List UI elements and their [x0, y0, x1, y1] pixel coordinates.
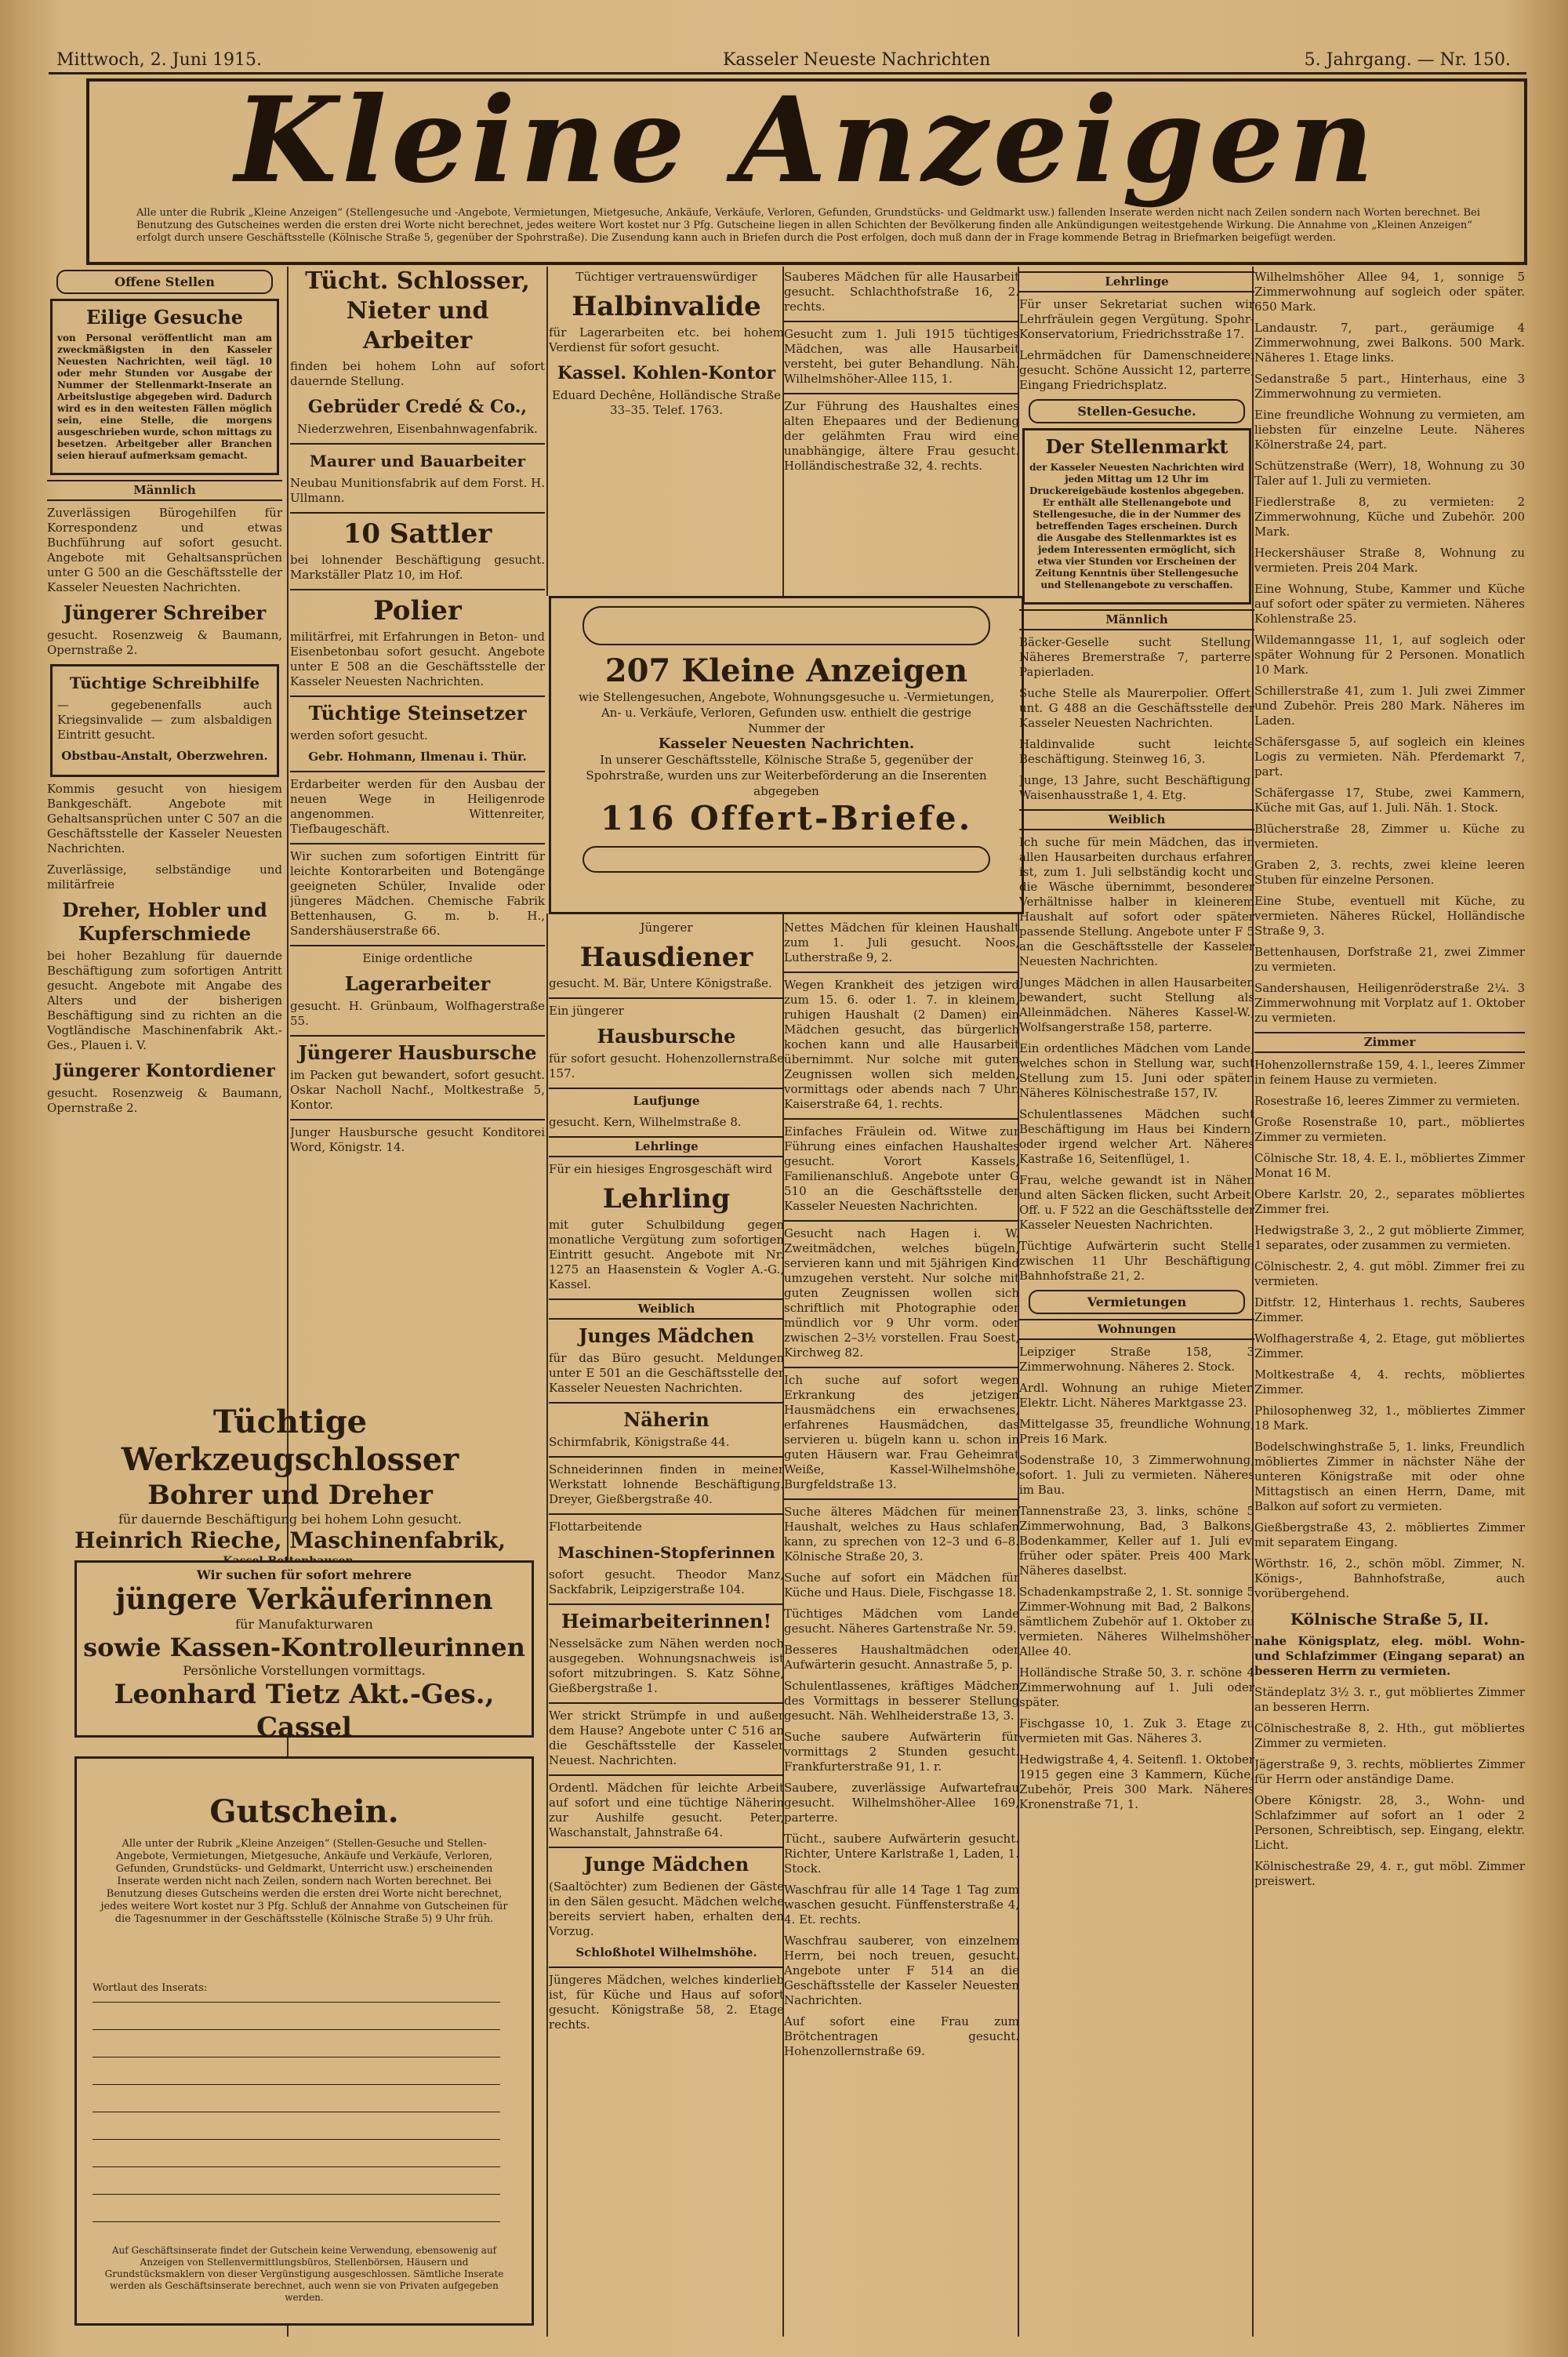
ad: Wildemanngasse 11, 1, auf sogleich oder später Wohnung für 2 Personen. Monatlich 10 Mark.	[1254, 633, 1525, 677]
column-1	[47, 267, 282, 1396]
ad-firm: Obstbau-Anstalt, Oberzwehren.	[61, 749, 268, 763]
ad: Ditfstr. 12, Hinterhaus 1. rechts, Sauberes Zimmer.	[1254, 1295, 1525, 1324]
ad: Schulentlassenes, kräftiges Mädchen des Vormittags in besserer Stellung gesucht. Näh. Wehlheiderstraße 13, 3.	[784, 1679, 1019, 1723]
ad-firm: Heinrich Rieche, Maschinenfabrik,	[74, 1527, 506, 1553]
ad: Junges Mädchen in allen Hausarbeiten bewandert, sucht Stellung als Alleinmädchen. Näheres Kassel-W., Wolfsangerstraße 158, parterre.	[1019, 975, 1254, 1034]
ad-text: Nesselsäcke zum Nähen werden noch ausgegeben. Wohnungsnachweis ist sofort mitzubringen. S. Katz Söhne, Gießbergstraße 1.	[549, 1636, 784, 1695]
ad-kontor: Wir suchen zum sofortigen Eintritt für leichte Kontorarbeiten und Botengänge geeigneten Schüler, Invalide oder jüngeres Mädchen. Chemische Fabrik Bettenhausen, G. m. b. H., Sandershäuserstraße 66.	[290, 849, 545, 938]
ad: Bettenhausen, Dorfstraße 21, zwei Zimmer zu vermieten.	[1254, 945, 1525, 974]
ad-title: Maschinen-Stopferinnen	[557, 1543, 775, 1562]
ad: Heckershäuser Straße 8, Wohnung zu vermieten. Preis 204 Mark.	[1254, 546, 1525, 575]
ad: Blücherstraße 28, Zimmer u. Küche zu vermieten.	[1254, 822, 1525, 851]
divider	[290, 1035, 545, 1037]
ad-text: im Packen gut bewandert, sofort gesucht. Oskar Nacholl Nachf., Moltkestraße 5, Kontor.	[290, 1068, 545, 1112]
ad-title: Tüchtige Steinsetzer	[308, 702, 527, 725]
ad-title: Jüngerer Hausbursche	[298, 1041, 537, 1064]
column-2	[290, 267, 545, 1396]
ad: Schillerstraße 41, zum 1. Juli zwei Zimmer und Zubehör. Preis 280 Mark. Näheres im Laden.	[1254, 684, 1525, 728]
ad-text: militärfrei, mit Erfahrungen in Beton- und Eisenbetonbau sofort gesucht. Angebote unter E 508 an die Geschäftsstelle der Kasseler Neuesten Nachrichten.	[290, 630, 545, 688]
divider	[549, 1603, 784, 1605]
coupon-footnote: Auf Geschäftsinserate findet der Gutschein keine Verwendung, ebensowenig auf Anzeigen von Stellenvermittlungsbüros, Stellenbörsen, Häusern und Grundstücksmaklern von dieser Vergünstigung ausgeschlossen. Sämtliche Inserate werden als Geschäftsinserate berechnet, auch wenn sie von Privaten aufgegeben werden.	[104, 2245, 504, 2303]
ad: Eine Wohnung, Stube, Kammer und Küche auf sofort oder später zu vermieten. Näheres Kohlenstraße 25.	[1254, 582, 1525, 626]
ad-title: Polier	[373, 595, 462, 626]
ad: Ich suche für mein Mädchen, das in allen Hausarbeiten durchaus erfahren ist, zum 1. Juli selbständig kocht und die Wäsche übernimmt, besonderer Verhältnisse halber in kleinerem Haushalt auf sofort oder später passende Stellung. Angebote unter F 5 an die Geschäftsstelle der Kasseler Neuesten Nachrichten.	[1019, 835, 1254, 968]
ad-title: Halbinvalide	[572, 291, 761, 322]
ad-addr: Eduard Dechêne, Holländische Straße 33–35. Telef. 1763.	[551, 388, 782, 417]
ad-title: Näherin	[623, 1408, 710, 1431]
ad-firm: Kassel. Kohlen-Kontor	[557, 363, 776, 383]
ad: Graben 2, 3. rechts, zwei kleine leeren Stuben für einzelne Personen.	[1254, 858, 1525, 887]
ad: Moltkestraße 4, 4. rechts, möbliertes Zimmer.	[1254, 1367, 1525, 1396]
ad: Junge, 13 Jahre, sucht Beschäftigung. Waisenhausstraße 1, 4. Etg.	[1019, 773, 1254, 802]
ad-title: Lehrling	[602, 1183, 731, 1215]
ad: Waschfrau sauberer, von einzelnem Herrn, bei noch treuen, gesucht. Angebote unter F 514 an die Geschäftsstelle der Kasseler Neuesten Nachrichten.	[784, 1934, 1019, 2007]
divider	[290, 771, 545, 772]
ad: Nettes Mädchen für kleinen Haushalt zum 1. Juli gesucht. Noos, Lutherstraße 9, 2.	[784, 921, 1019, 964]
ad: Wegen Krankheit des jetzigen wird zum 15. 6. oder 1. 7. in kleinem, ruhigen Haushalt (2 Damen) ein Mädchen gesucht, das bürgerlich kochen kann und alle Hausarbeit übernimmt. Nur solche mit guten Zeugnissen wollen sich melden, vormittags oder abends nach 7 Uhr. Kaiserstraße 64, 1. rechts.	[784, 978, 1019, 1111]
ad: Gießbergstraße 43, 2. möbliertes Zimmer mit separatem Eingang.	[1254, 1520, 1525, 1549]
ad: Gesucht nach Hagen i. W. Zweitmädchen, welches bügeln, servieren kann und mit 5jährigen Kind umzugehen versteht. Nur solche mit guten Zeugnissen wollen sich schriftlich mit Photographie oder mündlich vor 9 Uhr vorm. oder zwischen 2–3½ vorstellen. Frau Soest, Kirchweg 82.	[784, 1226, 1019, 1360]
ad: Ständeplatz 3½ 3. r., gut möbliertes Zimmer an besseren Herrn.	[1254, 1685, 1525, 1714]
ad: Schützenstraße (Werr), 18, Wohnung zu 30 Taler auf 1. Juli zu vermieten.	[1254, 459, 1525, 488]
ad: Wolfhagerstraße 4, 2. Etage, gut möbliertes Zimmer.	[1254, 1331, 1525, 1360]
column-3-bottom	[549, 917, 784, 2337]
ad-line: Wir suchen für sofort mehrere	[196, 1567, 412, 1582]
header-date: Mittwoch, 2. Juni 1915.	[56, 50, 262, 70]
ad-text: gesucht. M. Bär, Untere Königstraße.	[549, 976, 772, 990]
write-line[interactable]	[93, 2029, 500, 2030]
ad: Sodenstraße 10, 3 Zimmerwohnung, sofort. 1. Juli zu vermieten. Näheres im Bau.	[1019, 1453, 1254, 1497]
ad-stellenmarkt	[1022, 428, 1251, 605]
ad: Zur Führung des Haushaltes eines alten Ehepaares und der Bedienung der gelähmten Frau wird eine unabhängige, ältere Frau gesucht. Holländischestraße 32, 4. rechts.	[784, 399, 1019, 473]
ad-eilige-gesuche	[50, 299, 279, 475]
ad-text: wie Stellengesuchen, Angebote, Wohnungsgesuche u. -Vermietungen, An- u. Verkäufe, Verloren, Gefunden usw. enthielt die gestrige Nummer der	[578, 690, 995, 735]
ad-line: Persönliche Vorstellungen vormittags.	[183, 1663, 426, 1678]
ad-title: Jüngerer Kontordiener	[54, 1061, 275, 1081]
ad: Schneiderinnen finden in meiner Werkstatt lohnende Beschäftigung. Dreyer, Gießbergstraße 40.	[549, 1462, 784, 1506]
ad-text: finden bei hohem Lohn auf sofort dauernde Stellung.	[290, 359, 545, 388]
ad-intro: Flottarbeitende	[549, 1520, 642, 1534]
ad-text: gesucht. Rosenzweig & Baumann, Opernstraße 2.	[47, 628, 282, 657]
divider	[549, 1456, 784, 1458]
ad-firm: Schloßhotel Wilhelmshöhe.	[575, 1945, 757, 1959]
column-rule	[546, 913, 548, 2337]
ad: Eine freundliche Wohnung zu vermieten, am liebsten für einzelne Leute. Näheres Kölnerstraße 24, part.	[1254, 408, 1525, 452]
ad: Hedwigstraße 3, 2., 2 gut möblierte Zimmer, 1 separates, oder zusammen zu vermieten.	[1254, 1223, 1525, 1252]
ad-text: von Personal veröffentlicht man am zweckmäßigsten in den Kasseler Neuesten Nachrichten, weil tägl. 10 oder mehr Stunden vor Ausgabe der Nummer der Stellenmarkt-Inserate an Arbeitslustige abgegeben wird. Dadurch wird es in den weitesten Fällen möglich sein, eine Stelle, die morgens ausgeschrieben wurde, schon mittags zu besetzen. Arbeitgeber aller Branchen seien hierauf aufmerksam gemacht.	[57, 332, 272, 461]
ad-text: der Kasseler Neuesten Nachrichten wird jeden Mittag um 12 Uhr im Druckereigebäude kostenlos abgegeben. Er enthält alle Stellenangebote und Stellengesuche, die in der Nummer des betreffenden Tages erscheinen. Durch die Ausgabe des Stellenmarktes ist es jedem Interessenten ermöglicht, sich etwa vier Stunden vor Erscheinen der Zeitung Kenntnis über Stellengesuche und Stellenangebote zu verschaffen.	[1029, 462, 1244, 590]
ad-text: für dauernde Beschäftigung bei hohem Lohn gesucht.	[118, 1512, 462, 1527]
header-issue: 5. Jahrgang. — Nr. 150.	[1304, 50, 1511, 70]
section-maennlich: Männlich	[47, 480, 282, 501]
coupon-title: Gutschein.	[209, 1793, 399, 1830]
ad-text: Neubau Munitionsfabrik auf dem Forst. H. Ullmann.	[290, 476, 545, 505]
ad: Sauberes Mädchen für alle Hausarbeit gesucht. Schlachthofstraße 16, 2. rechts.	[784, 270, 1019, 314]
ornament	[583, 606, 990, 645]
ad-title: Heimarbeiterinnen!	[561, 1610, 772, 1632]
section-weiblich: Weiblich	[1019, 809, 1254, 830]
ad-text: bei lohnender Beschäftigung gesucht. Markställer Platz 10, im Hof.	[290, 553, 545, 582]
ad-kommis: Kommis gesucht von hiesigem Bankgeschäft. Angebote mit Gehaltsansprüchen unter C 507 an die Geschäftsstelle der Kasseler Neuesten Nachrichten.	[47, 782, 282, 855]
ad-intro: Jüngerer	[640, 921, 693, 935]
ad: Hohenzollernstraße 159, 4. l., leeres Zimmer in feinem Hause zu vermieten.	[1254, 1058, 1525, 1087]
ad: Ordentl. Mädchen für leichte Arbeit auf sofort und eine tüchtige Näherin zur Aushilfe gesucht. Peter, Waschanstalt, Jahnstraße 64.	[549, 1781, 784, 1839]
ad: Haldinvalide sucht leichte Beschäftigung. Steinweg 16, 3.	[1019, 737, 1254, 766]
ad: Jüngeres Mädchen, welches kinderlieb ist, für Küche und Haus auf sofort gesucht. Königstraße 58, 2. Etage rechts.	[549, 1973, 784, 2032]
ad-schreibhilfe	[50, 664, 279, 777]
write-line[interactable]	[93, 2084, 500, 2085]
ad: Frau, welche gewandt ist in Nähen und alten Säcken flicken, sucht Arbeit. Off. u. F 522 an die Geschäftsstelle der Kasseler Neuesten Nachrichten.	[1019, 1173, 1254, 1232]
ad: Wörthstr. 16, 2., schön möbl. Zimmer, N. Königs-, Bahnhofstraße, auch vorübergehend.	[1254, 1556, 1525, 1600]
section-offene-stellen: Offene Stellen	[56, 270, 273, 294]
divider	[784, 1220, 1019, 1222]
ad-text: Schirmfabrik, Königstraße 44.	[549, 1435, 730, 1449]
ad: Obere Königstr. 28, 3., Wohn- und Schlafzimmer auf sofort an 1 oder 2 Personen, Schreibtisch, sep. Eingang, elektr. Licht.	[1254, 1793, 1525, 1852]
divider	[784, 1118, 1019, 1120]
column-4-top	[784, 267, 1019, 592]
divider	[549, 1967, 784, 1968]
ad-title: Dreher, Hobler und Kupferschmiede	[62, 899, 267, 945]
ad-firm: Gebr. Hohmann, Ilmenau i. Thür.	[308, 750, 527, 764]
ad-text: bei hoher Bezahlung für dauernde Beschäftigung zum sofortigen Antritt gesucht. Angebote mit Angabe des Alters und der bisherigen Beschäftigung sind zu richten an die Vogtländische Maschinenfabrik Akt.-Ges., Plauen i. V.	[47, 949, 282, 1052]
banner	[86, 71, 1527, 265]
ad-firm: Leonhard Tietz Akt.-Ges., Cassel	[114, 1679, 495, 1743]
divider	[549, 1513, 784, 1515]
ad: Mittelgasse 35, freundliche Wohnung, Preis 16 Mark.	[1019, 1417, 1254, 1446]
ad: Auf sofort eine Frau zum Brötchentragen gesucht. Hohenzollernstraße 69.	[784, 2014, 1019, 2058]
ad-text: für Lagerarbeiten etc. bei hohem Verdienst für sofort gesucht.	[549, 325, 784, 354]
ad: Leipziger Straße 158, 3 Zimmerwohnung. Näheres 2. Stock.	[1019, 1345, 1254, 1374]
ad: Lehrmädchen für Damenschneiderei gesucht. Schöne Aussicht 12, parterre, Eingang Friedrichsplatz.	[1019, 348, 1254, 392]
coupon-gutschein[interactable]	[74, 1756, 534, 2326]
ad: Obere Karlstr. 20, 2., separates möbliertes Zimmer frei.	[1254, 1187, 1525, 1216]
ad: Philosophenweg 32, 1., möbliertes Zimmer 18 Mark.	[1254, 1404, 1525, 1433]
ad: Bodelschwinghstraße 5, 1. links, Freundlich möbliertes Zimmer in nächster Nähe der unteren Königstraße mit oder ohne Mittagstisch an einen Herrn, Dame, mit Balkon auf sofort zu vermieten.	[1254, 1440, 1525, 1513]
coupon-field-label: Wortlaut des Inserats:	[93, 1982, 208, 1994]
section-lehrlinge: Lehrlinge	[549, 1136, 784, 1157]
ad: Wilhelmshöher Allee 94, 1, sonnige 5 Zimmerwohnung auf sogleich oder später. 650 Mark.	[1254, 270, 1525, 314]
ad-207-kleine-anzeigen	[549, 596, 1024, 914]
section-vermietungen: Vermietungen	[1029, 1290, 1245, 1314]
divider	[784, 971, 1019, 973]
divider	[290, 695, 545, 697]
ad-intro: Für ein hiesiges Engrosgeschäft wird	[549, 1162, 772, 1176]
ad-text: sofort gesucht. Theodor Manz, Sackfabrik, Leipzigerstraße 104.	[549, 1567, 784, 1596]
divider	[549, 997, 784, 999]
divider	[549, 1402, 784, 1404]
banner-title: Kleine Anzeigen	[234, 71, 1379, 209]
ad: Tüchtige Aufwärterin sucht Stelle zwischen 11 Uhr Beschäftigung. Bahnhofstraße 21, 2.	[1019, 1239, 1254, 1283]
ad-line: für Manufakturwaren	[235, 1617, 373, 1632]
divider	[290, 1119, 545, 1120]
ad: Ich suche auf sofort wegen Erkrankung des jetzigen Hausmädchens ein erwachsenes, erfahrenes Hausmädchen, das servieren u. bügeln kann u. schon in guten Häusern war. Frau Geheimrat Weiße, Kassel-Wilhelmshöhe, Burgfeldstraße 13.	[784, 1373, 1019, 1491]
ad: Schäfersgasse 5, auf sogleich ein kleines Logis zu vermieten. Näh. Pferdemarkt 7, part.	[1254, 735, 1525, 779]
ad: Cölnischestraße 8, 2. Hth., gut möbliertes Zimmer zu vermieten.	[1254, 1721, 1525, 1750]
ad: Fiedlerstraße 8, zu vermieten: 2 Zimmerwohnung, Küche und Zubehör. 200 Mark.	[1254, 495, 1525, 539]
ad-paper: Kasseler Neuesten Nachrichten.	[658, 735, 915, 752]
ad: Waschfrau für alle 14 Tage 1 Tag zum waschen gesucht. Fünffensterstraße 4, 4. Et. rechts.	[784, 1883, 1019, 1927]
ad: Sandershausen, Heiligenröderstraße 2¼. 3 Zimmerwohnung mit Vorplatz auf 1. Oktober zu vermieten.	[1254, 981, 1525, 1025]
coupon-body: Alle unter der Rubrik „Kleine Anzeigen“ (Stellen-Gesuche und Stellen-Angebote, Vermietungen, Mietgesuche, Ankäufe und Verkäufe, Verloren, Gefunden, Grundstücks- und Geldmarkt, Unterricht usw.) erscheinenden Inserate werden nicht nach Zeilen, sondern nach Worten berechnet. Bei Benutzung dieses Gutscheins werden die ersten drei Worte nicht berechnet, jedes weitere Wort kostet nur 3 Pfg. Schluß der Annahme von Gutscheinen für die Tagesnummer in der Geschäftsstelle (Kölnische Straße 5) 9 Uhr früh.	[100, 1838, 508, 1925]
ad-erdarbeiter: Erdarbeiter werden für den Ausbau der neuen Wege in Heiligenrode angenommen. Wittenreiter, Tiefbaugeschäft.	[290, 777, 545, 836]
ad-line: jüngere Verkäuferinnen	[115, 1583, 493, 1616]
column-3-top	[549, 267, 784, 592]
ad-intro: Ein jüngerer	[549, 1004, 624, 1018]
ad-title: 207 Kleine Anzeigen	[604, 652, 968, 689]
divider	[784, 1498, 1019, 1500]
ad: Besseres Haushaltmädchen oder Aufwärterin gesucht. Annastraße 5, p.	[784, 1643, 1019, 1672]
ad-leonhard-tietz	[74, 1560, 534, 1743]
ad: Bäcker-Geselle sucht Stellung. Näheres Bremerstraße 7, parterre. Papierladen.	[1019, 635, 1254, 679]
ad: Tüchtiges Mädchen vom Lande gesucht. Näheres Gartenstraße Nr. 59.	[784, 1607, 1019, 1636]
ad: Suche auf sofort ein Mädchen für Küche und Haus. Diele, Fischgasse 18.	[784, 1571, 1019, 1600]
divider	[290, 843, 545, 844]
column-rule	[546, 267, 548, 596]
ad-text: werden sofort gesucht.	[290, 728, 428, 743]
section-stellen-gesuche: Stellen-Gesuche.	[1029, 399, 1245, 423]
divider	[784, 321, 1019, 322]
ad-title: 10 Sattler	[343, 518, 492, 550]
ad-line: sowie Kassen-Kontrolleurinnen	[83, 1632, 525, 1662]
ad-title: Junges Mädchen	[579, 1324, 754, 1347]
ad: Cölnische Str. 18, 4. E. l., möbliertes Zimmer Monat 16 M.	[1254, 1151, 1525, 1180]
ad: Hedwigstraße 4, 4. Seitenfl. 1. Oktober 1915 gegen eine 3 Kammern, Küche, Zubehör, Preis 300 Mark. Näheres Kronenstraße 71, 1.	[1019, 1752, 1254, 1811]
write-line[interactable]	[93, 2139, 500, 2140]
ad: Suche älteres Mädchen für meinen Haushalt, welches zu Haus schlafen kann, zu sprechen von 12–3 und 6–8. Kölnische Straße 20, 3.	[784, 1505, 1019, 1563]
ad-text: gesucht. Rosenzweig & Baumann, Opernstraße 2.	[47, 1086, 282, 1115]
ad: Wer strickt Strümpfe in und außer dem Hause? Angebote unter C 516 an die Geschäftsstelle der Kasseler Neuest. Nachrichten.	[549, 1709, 784, 1767]
section-lehrlinge: Lehrlinge	[1019, 271, 1254, 292]
ad-title: Tüchtige Schreibhilfe	[69, 674, 260, 692]
ad: Schadenkampstraße 2, 1. St. sonnige 5 Zimmer-Wohnung mit Bad, 2 Balkons, sämtlichem Zubehör auf 1. Oktober zu vermieten. Näheres Wilhelmshöher-Allee 40.	[1019, 1585, 1254, 1658]
ad-title: Hausbursche	[597, 1025, 736, 1048]
ad: Suche Stelle als Maurerpolier. Offert. unt. G 488 an die Geschäftsstelle der Kasseler Neuesten Nachrichten.	[1019, 686, 1254, 730]
column-4-bottom	[784, 917, 1019, 2337]
ad-text: gesucht. H. Grünbaum, Wolfhagerstraße 55.	[290, 999, 545, 1028]
ad: Ein ordentliches Mädchen vom Lande, welches schon in Stellung war, sucht Stellung zum 15. Juni oder später. Näheres Kölnischestraße 157, IV.	[1019, 1041, 1254, 1100]
header-paper: Kasseler Neueste Nachrichten	[723, 50, 991, 70]
ad: Ardl. Wohnung an ruhige Mieter. Elektr. Licht. Näheres Marktgasse 23.	[1019, 1381, 1254, 1410]
ad-title: Maurer und Bauarbeiter	[309, 452, 526, 470]
ad: Landaustr. 7, part., geräumige 4 Zimmerwohnung, zwei Balkons. 500 Mark. Näheres 1. Etage links.	[1254, 321, 1525, 365]
ad: Cölnischestr. 2, 4. gut möbl. Zimmer frei zu vermieten.	[1254, 1259, 1525, 1288]
ad-intro: Einige ordentliche	[362, 951, 473, 965]
ad-hausbursche: Junger Hausbursche gesucht Konditorei Word, Königstr. 14.	[290, 1125, 545, 1154]
ad-title: Hausdiener	[579, 942, 753, 973]
column-5	[1019, 267, 1254, 2337]
ad-title: Der Stellenmarkt	[1045, 435, 1229, 458]
ad-buerogehilfe: Zuverlässigen Bürogehilfen für Korrespondenz und etwas Buchführung auf sofort gesucht. Angebote mit Gehaltsansprüchen unter G 500 an die Geschäftsstelle der Kasseler Neuesten Nachrichten.	[47, 506, 282, 594]
column-6	[1254, 267, 1525, 2337]
section-maennlich: Männlich	[1019, 609, 1254, 630]
ad-text: (Saaltöchter) zum Bedienen der Gäste in den Sälen gesucht. Mädchen welche bereits serviert haben, erhalten den Vorzug.	[549, 1879, 784, 1938]
ad-title: Tücht. Schlosser, Nieter und Arbeiter	[305, 267, 530, 354]
divider	[290, 945, 545, 946]
ad-title: Lagerarbeiter	[344, 972, 491, 995]
divider	[290, 443, 545, 445]
ad-title: Jüngerer Schreiber	[63, 601, 267, 624]
divider	[549, 1774, 784, 1776]
ad-firm: Gebrüder Credé & Co.,	[307, 397, 528, 417]
ad: Einfaches Fräulein od. Witwe zur Führung eines einfachen Haushaltes gesucht. Vorort Kassels, Familienanschluß. Angebote unter G 510 an die Geschäftsstelle der Kasseler Neuesten Nachrichten.	[784, 1124, 1019, 1213]
ad-title: Kölnische Straße 5, II.	[1290, 1610, 1490, 1629]
ad-text: — gegebenenfalls auch Kriegsinvalide — zum alsbaldigen Eintritt gesucht.	[57, 698, 272, 742]
divider	[290, 589, 545, 590]
ad-title: Eilige Gesuche	[85, 306, 244, 329]
write-line[interactable]	[93, 2194, 500, 2195]
divider	[784, 1367, 1019, 1368]
divider	[290, 512, 545, 514]
ad-intro: Zuverlässige, selbständige und militärfreie	[47, 863, 282, 892]
ad: Fischgasse 10, 1. Zuk 3. Etage zu vermieten mit Gas. Näheres 3.	[1019, 1716, 1254, 1745]
ad: Saubere, zuverlässige Aufwartefrau gesucht. Wilhelmshöher-Allee 169, parterre.	[784, 1781, 1019, 1825]
ad-title: Tüchtige Werkzeugschlosser	[121, 1404, 459, 1478]
ad-text: nahe Königsplatz, eleg. möbl. Wohn- und Schlafzimmer (Eingang separat) an besseren Herrn zu vermieten.	[1254, 1634, 1525, 1678]
section-weiblich: Weiblich	[549, 1298, 784, 1320]
ad: Kölnischestraße 29, 4. r., gut möbl. Zimmer preiswert.	[1254, 1859, 1525, 1888]
section-zimmer: Zimmer	[1254, 1032, 1525, 1053]
divider	[784, 393, 1019, 394]
ad-intro: Tüchtiger vertrauenswürdiger	[575, 270, 757, 284]
ad-text: für das Büro gesucht. Meldungen unter E 501 an die Geschäftsstelle der Kasseler Neuesten Nachrichten.	[549, 1351, 784, 1395]
divider	[549, 1088, 784, 1089]
ad: Schulentlassenes Mädchen sucht Beschäftigung im Haus bei Kindern, oder irgend welcher Art. Näheres Kastraße 16, Seitenflügel, 1.	[1019, 1107, 1254, 1166]
banner-text: Alle unter die Rubrik „Kleine Anzeigen“ (Stellengesuche und -Angebote, Vermietungen, Mietgesuche, Ankäufe, Verkäufe, Verloren, Gefunden, Grundstücks- und Geldmarkt usw.) fallenden Inserate werden nicht nach Zeilen sondern nach Worten berechnet. Bei Benutzung des Gutscheines werden die ersten drei Worte nicht berechnet, jedes weitere Wort kostet nur 3 Pfg. Gutscheine liegen in allen Schichten der Bevölkerung finden alle Ankündigungen weitestgehende Wirkung. Die Annahme von „Kleinen Anzeigen“ erfolgt durch unsere Geschäftsstelle (Kölnische Straße 5, gegenüber der Spohrstraße). Die Zusendung kann auch in Briefen durch die Post erfolgen, doch muß dann der in Frage kommende Betrag in Briefmarken beigefügt werden.	[136, 207, 1480, 244]
ad: Tannenstraße 23, 3. links, schöne 5 Zimmerwohnung, Bad, 3 Balkons, Bodenkammer, Keller auf 1. Juli ev. früher oder später. Preis 400 Mark. Näheres daselbst.	[1019, 1504, 1254, 1578]
ad-title: Junge Mädchen	[583, 1853, 750, 1876]
ad: Große Rosenstraße 10, part., möbliertes Zimmer zu vermieten.	[1254, 1115, 1525, 1144]
ad: Suche saubere Aufwärterin für vormittags 2 Stunden gesucht. Frankfurterstraße 91, 1. r.	[784, 1730, 1019, 1774]
section-wohnungen: Wohnungen	[1019, 1319, 1254, 1340]
ad: Rosestraße 16, leeres Zimmer zu vermieten.	[1254, 1094, 1520, 1108]
ad-subtitle: Bohrer und Dreher	[147, 1480, 433, 1511]
ad: Tücht., saubere Aufwärterin gesucht. Richter, Untere Karlstraße 1, Laden, 1. Stock.	[784, 1832, 1019, 1876]
ad-big: 116 Offert-Briefe.	[600, 799, 973, 837]
ad: Für unser Sekretariat suchen wir Lehrfräulein gegen Vergütung. Spohr-Konservatorium, Friedrichsstraße 17.	[1019, 297, 1254, 341]
ad-addr: Niederzwehren, Eisenbahnwagenfabrik.	[297, 422, 538, 436]
ad: Schäfergasse 17, Stube, zwei Kammern, Küche mit Gas, auf 1. Juli. Näh. 1. Stock.	[1254, 786, 1525, 815]
ad: Sedanstraße 5 part., Hinterhaus, eine 3 Zimmerwohnung zu vermieten.	[1254, 372, 1525, 401]
ad: Gesucht zum 1. Juli 1915 tüchtiges Mädchen, was alle Hausarbeit versteht, bei guter Behandlung. Näh. Wilhelmshöher-Allee 115, 1.	[784, 327, 1019, 386]
write-line[interactable]	[93, 2002, 500, 2003]
ad-text: In unserer Geschäftsstelle, Kölnische Straße 5, gegenüber der Spohrstraße, wurden uns zur Weiterbeförderung an die Inserenten abgegeben	[586, 753, 987, 798]
ad-title: Laufjunge	[633, 1094, 700, 1108]
ad-text: für sofort gesucht. Hohenzollernstraße 157.	[549, 1051, 784, 1080]
divider	[549, 1702, 784, 1704]
ad-text: gesucht. Kern, Wilhelmstraße 8.	[549, 1115, 742, 1129]
write-line[interactable]	[93, 2221, 500, 2222]
write-line[interactable]	[93, 2166, 500, 2167]
ad: Eine Stube, eventuell mit Küche, zu vermieten. Näheres Rückel, Holländische Straße 9, 3.	[1254, 894, 1525, 938]
ad: Holländische Straße 50, 3. r. schöne 4 Zimmerwohnung auf 1. Juli oder später.	[1019, 1665, 1254, 1709]
divider	[549, 1847, 784, 1848]
ad-werkzeugschlosser	[47, 1404, 533, 1567]
ornament	[583, 846, 990, 873]
ad: Jägerstraße 9, 3. rechts, möbliertes Zimmer für Herrn oder anständige Dame.	[1254, 1757, 1525, 1786]
ad-text: mit guter Schulbildung gegen monatliche Vergütung zum sofortigen Eintritt gesucht. Angebote mit Nr. 1275 an Haasenstein & Vogler A.-G., Kassel.	[549, 1218, 784, 1291]
